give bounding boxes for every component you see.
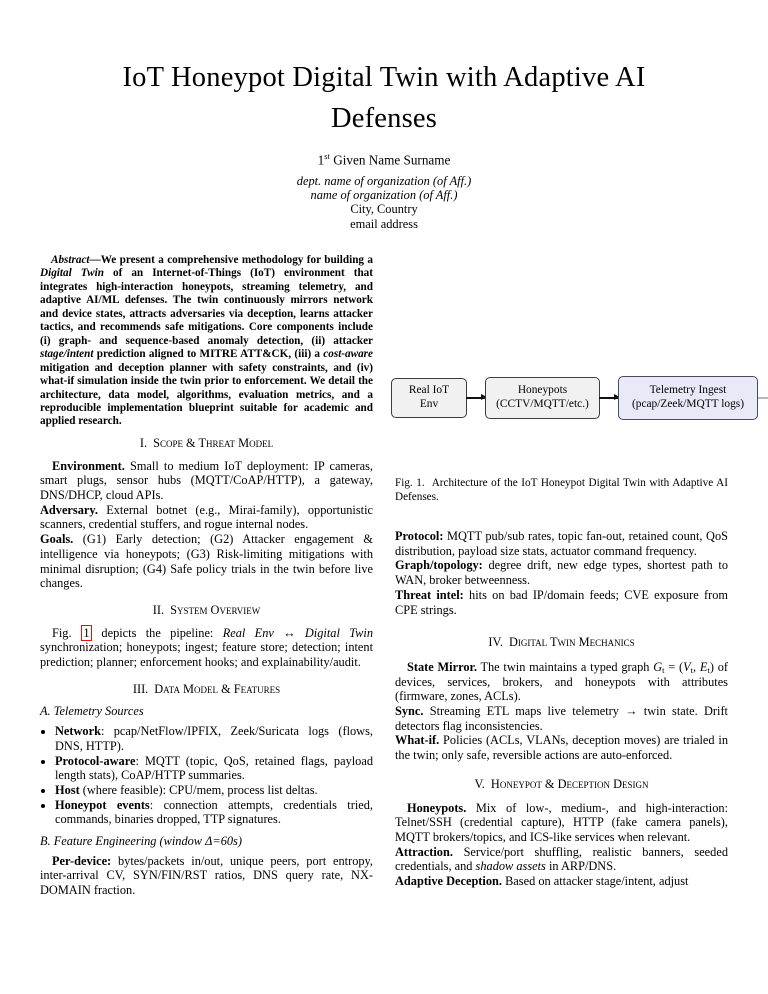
node-label: Env: [419, 398, 439, 410]
section-title: Digital Twin Mechanics: [508, 635, 635, 650]
bold-lead: Honeypots.: [407, 800, 467, 815]
bold-lead: Goals.: [40, 532, 74, 547]
math-var: G: [653, 659, 663, 674]
figure-node-real-env: [391, 378, 467, 418]
italic-run: shadow assets: [475, 859, 546, 874]
author-email: email address: [350, 216, 418, 231]
bold-lead: Environment.: [52, 458, 125, 473]
bold-lead: Network: [55, 724, 101, 739]
figure-caption-label: Fig. 1.: [395, 477, 425, 489]
text-run: Small to medium IoT deployment: IP cameras, smart plugs, sensor hubs (MQTT/CoAP/HTTP), a gateway, DNS/DHCP, cloud APIs.: [40, 458, 373, 502]
subsection-a-heading: A. Telemetry Sources: [40, 704, 144, 719]
paragraph-adaptive-deception: [395, 874, 728, 889]
paragraph-pipeline: [40, 626, 373, 670]
list-item: [55, 783, 373, 798]
section-heading-data-model-features: [40, 682, 373, 697]
text-run: hits on bad IP/domain feeds; CVE exposure from CPE strings.: [395, 587, 728, 617]
figure-node-telemetry-ingest: [618, 376, 758, 420]
text-run: —We present a comprehensive methodology for building a: [89, 254, 373, 266]
node-label: Honeypots: [517, 384, 568, 397]
text-run: Fig.: [52, 625, 81, 640]
text-run: (where feasible): CPU/mem, process list deltas.: [79, 782, 318, 797]
figure-node-honeypots: [485, 377, 600, 419]
section-heading-honeypot-deception-design: [395, 777, 728, 792]
bold-lead: Per-device:: [52, 853, 112, 868]
section-title: Scope & Threat Model: [153, 435, 274, 450]
section-title: Honeypot & Deception Design: [490, 776, 649, 791]
section-heading-digital-twin-mechanics: [395, 635, 728, 650]
list-item: [55, 798, 373, 827]
paragraph-sync: [395, 704, 728, 733]
figure-caption: [395, 477, 728, 504]
paragraph-what-if: [395, 733, 728, 762]
section-number: V.: [474, 776, 485, 791]
bold-lead: Host: [55, 782, 80, 797]
paragraph-state-mirror: [395, 660, 728, 704]
text-run: synchronization; honeypots; ingest; feature store; detection; intent prediction; planner; enforcement hooks; and explainability/audit.: [40, 640, 373, 670]
abstract-paragraph: [40, 254, 373, 429]
section-number: IV.: [488, 635, 503, 650]
text-run: ,: [693, 659, 700, 674]
text-run: depicts the pipeline:: [92, 625, 223, 640]
bold-lead: Protocol:: [395, 529, 444, 543]
node-label: Real IoT: [408, 384, 450, 397]
author-block: [0, 149, 768, 231]
paragraph-adversary: [40, 503, 373, 532]
connector-line: [758, 397, 768, 398]
bold-lead: What-if.: [395, 733, 440, 748]
bold-lead: State Mirror.: [407, 659, 477, 674]
text-run: : connection attempts, credentials tried, commands, binaries dropped, TTP signatures.: [55, 797, 373, 827]
italic-run: stage/intent: [40, 348, 94, 361]
bold-lead: Honeypot events: [55, 797, 150, 812]
figure-caption-text: Architecture of the IoT Honeypot Digital Twin with Adaptive AI Defenses.: [395, 477, 728, 503]
text-run: Based on attacker stage/intent, adjust: [501, 874, 689, 889]
author-city: City, Country: [350, 202, 418, 217]
text-run: of an Internet-of-Things (IoT) environment that integrates high-interaction honeypots, streaming telemetry, and adaptive AI/ML defenses. The twin continuously mirrors network and device states, attracts adversaries via deception, learns attacker tactics, and recommends safe mitigations. Core components include (i) graph- and sequence-based anomaly detection, (ii) attacker: [40, 267, 373, 347]
bold-lead: Attraction.: [395, 844, 453, 859]
text-run: External botnet (e.g., Mirai-family), opportunistic scanners, credential stuffers, and rogue internal nodes.: [40, 502, 373, 532]
author-org: name of organization (of Aff.): [310, 187, 458, 202]
right-column: [395, 529, 728, 889]
paragraph-per-device: [40, 854, 373, 898]
paragraph-goals: [40, 532, 373, 591]
math-subscript: t: [662, 664, 665, 675]
title-line-1: IoT Honeypot Digital Twin with Adaptive AI: [122, 62, 646, 93]
node-label: Telemetry Ingest: [649, 384, 727, 397]
bold-lead: Threat intel:: [395, 587, 464, 602]
left-column: [40, 254, 373, 898]
paper-title: [0, 57, 768, 139]
list-item: [55, 724, 373, 753]
node-label: (pcap/Zeek/MQTT logs): [631, 398, 745, 410]
math-subscript: t: [690, 664, 694, 675]
text-run: : MQTT (topic, QoS, retained flags, payload length stats), CoAP/HTTP summaries.: [55, 753, 373, 783]
author-ordinal: 1: [317, 152, 325, 168]
text-run: : pcap/NetFlow/IPFIX, Zeek/Suricata logs (flows, DNS, HTTP).: [55, 724, 373, 753]
author-ordinal-suffix: st: [324, 151, 330, 161]
node-label: (CCTV/MQTT/etc.): [496, 398, 589, 410]
list-item: [55, 754, 373, 783]
title-line-2: Defenses: [330, 103, 438, 134]
paragraph-protocol: [395, 529, 728, 558]
italic-run: Real Env ↔ Digital Twin: [222, 625, 373, 640]
paragraph-threat-intel: [395, 588, 728, 617]
text-run: in ARP/DNS.: [545, 859, 617, 874]
bold-lead: Graph/topology:: [395, 558, 483, 573]
author-dept: dept. name of organization (of Aff.): [296, 173, 472, 188]
abstract-label: Abstract: [51, 254, 90, 266]
text-run: = (: [664, 659, 684, 674]
author-name: [0, 149, 768, 168]
text-run: The twin maintains a typed graph: [476, 659, 654, 674]
paragraph-attraction: [395, 845, 728, 874]
text-run: Service/port shuffling, realistic banners, seeded credentials, and: [395, 844, 728, 874]
section-heading-system-overview: [40, 603, 373, 618]
italic-run: cost-aware: [323, 348, 373, 361]
bold-lead: Sync.: [395, 704, 424, 719]
text-run: (G1) Early detection; (G2) Attacker engagement & intelligence via honeypots; (G3) Risk-limiting mitigations with minimal disruption; (G4) Safe policy trials in the twin before live changes.: [40, 532, 373, 591]
figure-1-reference-link[interactable]: 1: [81, 625, 92, 641]
bold-lead: Adversary.: [40, 502, 98, 517]
italic-run: Digital Twin: [40, 267, 104, 280]
text-run: MQTT pub/sub rates, topic fan-out, retained count, QoS distribution, payload size stats, actuator command frequency.: [395, 529, 728, 558]
paragraph-environment: [40, 459, 373, 503]
text-run: Mix of low-, medium-, and high-interaction: Telnet/SSH (credential capture), HTTP (fake camera panels), MQTT brokers/topics, and ICS-like services when relevant.: [395, 800, 728, 844]
bold-lead: Protocol-aware: [55, 753, 136, 768]
text-run: mitigation and deception planner with safety constraints, and (iv) what-if simulation inside the twin prior to enforcement. We detail the architecture, data model, algorithms, evaluation metrics, and a reproducible implementation blueprint suitable for academic and applied research.: [40, 361, 373, 428]
text-run: Streaming ETL maps live telemetry → twin state. Drift detectors flag inconsistencies.: [395, 704, 728, 733]
math-var: V: [683, 659, 691, 674]
paragraph-honeypots: [395, 801, 728, 845]
section-number: II.: [152, 602, 165, 617]
arrow-right-icon: [599, 397, 619, 398]
text-run: degree drift, new edge types, shortest path to WAN, broker betweenness.: [395, 558, 728, 588]
section-heading-scope-threat-model: [40, 436, 373, 451]
section-title: System Overview: [170, 602, 261, 617]
math-var: E: [699, 659, 708, 674]
section-title: Data Model & Features: [154, 681, 281, 696]
text-run: prediction aligned to MITRE ATT&CK, (iii) a: [93, 348, 324, 361]
telemetry-sources-list: [40, 724, 373, 827]
text-run: bytes/packets in/out, unique peers, port entropy, inter-arrival CV, SYN/FIN/RST ratios, DNS query rate, NX-DOMAIN fraction.: [40, 853, 373, 898]
arrow-right-icon: [466, 397, 486, 398]
math-subscript: t: [707, 664, 710, 675]
figure-1-diagram: [391, 375, 768, 421]
bold-lead: Adaptive Deception.: [395, 874, 502, 889]
section-number: III.: [132, 681, 149, 696]
paragraph-graph-topology: [395, 558, 728, 587]
section-number: I.: [139, 435, 148, 450]
text-run: ) of devices, services, brokers, and honeypots with attributes (firmware, zones, ACLs).: [395, 659, 728, 704]
text-run: Policies (ACLs, VLANs, deception moves) are trialed in the twin; only safe, reversible actions are auto-enforced.: [395, 733, 728, 763]
author-name-text: Given Name Surname: [329, 152, 451, 168]
subsection-b-heading: B. Feature Engineering (window Δ=60s): [40, 834, 242, 849]
